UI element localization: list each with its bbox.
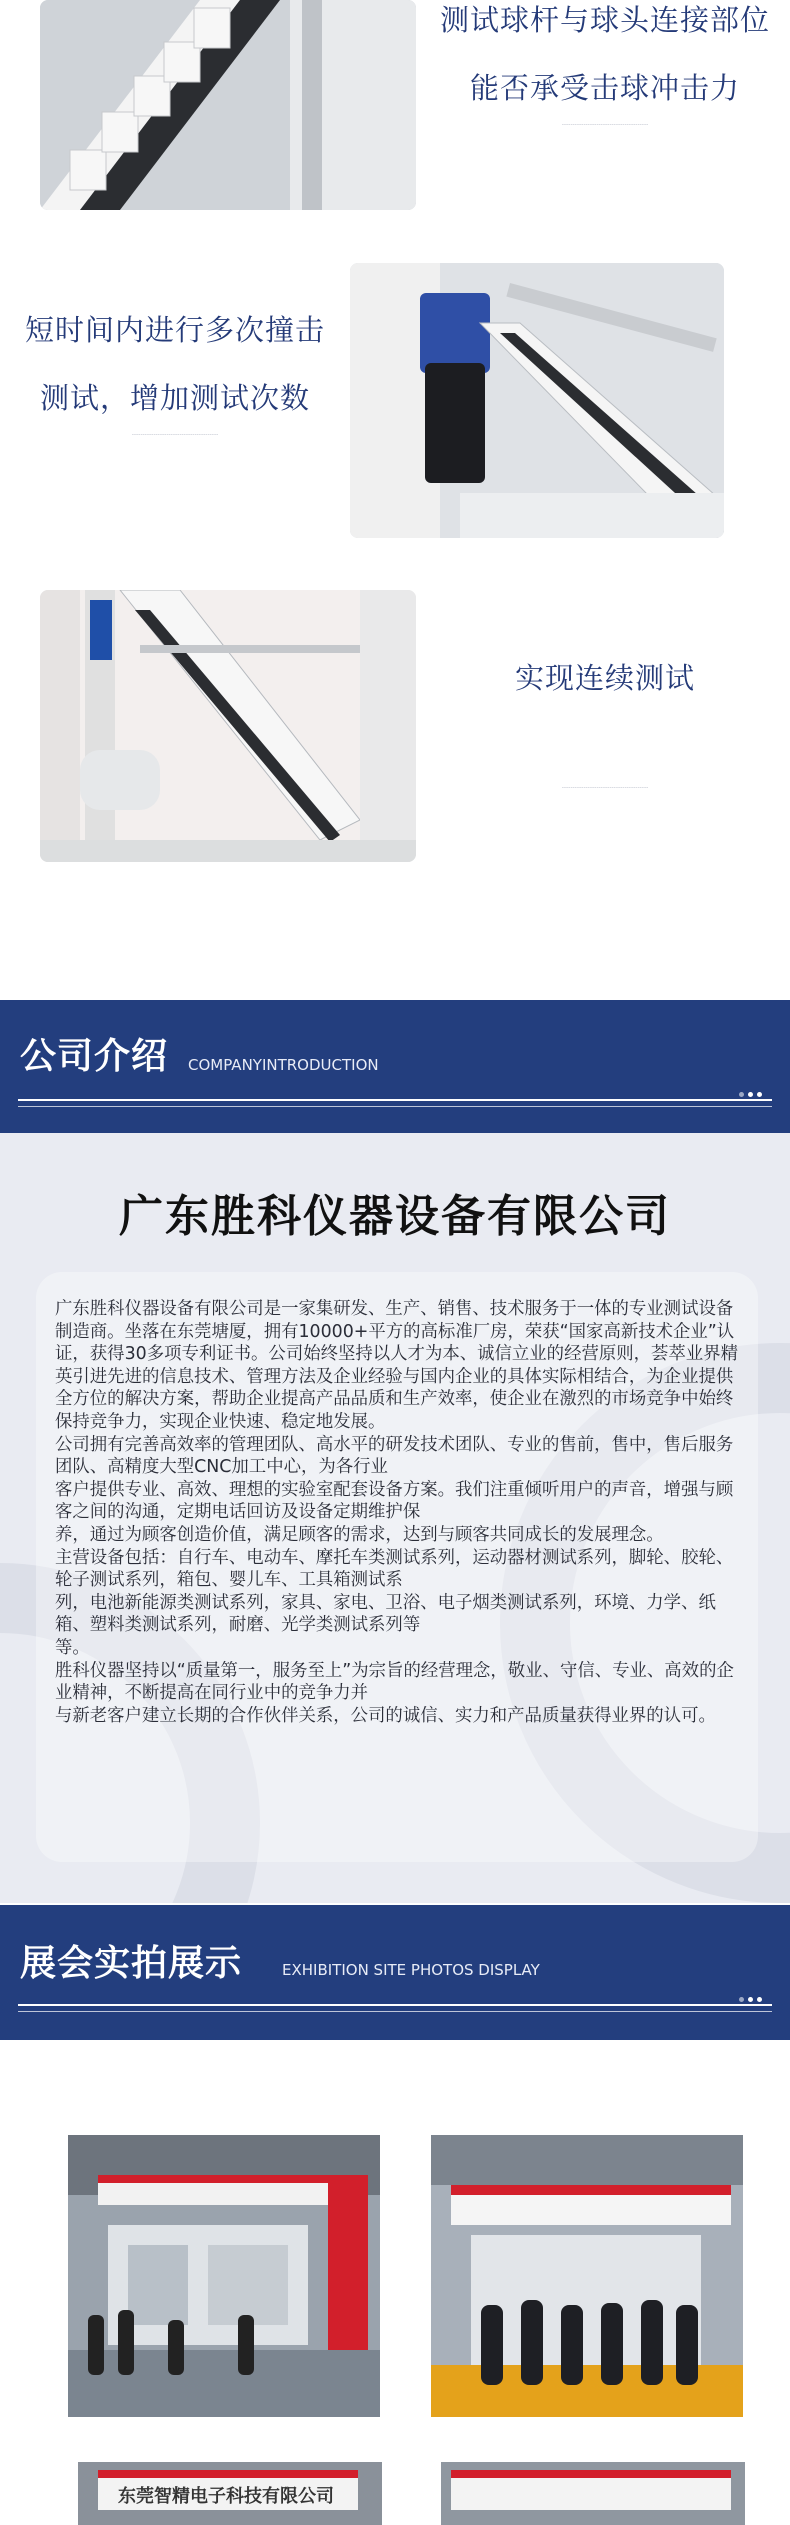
banner-divider: [18, 1106, 772, 1107]
feature-3-line-1: 实现连续测试: [514, 661, 695, 695]
company-paragraph: 与新老客户建立长期的合作伙伴关系，公司的诚信、实力和产品质量获得业界的认可。: [55, 1705, 716, 1726]
feature-2-line-2: 测试，增加测试次数: [39, 381, 310, 415]
about-subtitle: COMPANYINTRODUCTION: [188, 1056, 379, 1074]
company-name: 广东胜科仪器设备有限公司: [119, 1191, 671, 1242]
feature-1-line-1: 测试球杆与球头连接部位: [439, 3, 770, 37]
about-banner: [0, 1000, 790, 1135]
banner-divider: [18, 2004, 772, 2006]
banner-divider: [18, 2011, 772, 2012]
tester-image-1: [40, 0, 416, 210]
banner-dots-icon: [735, 1987, 762, 2006]
company-paragraph: 列，电池新能源类测试系列，家具、家电、卫浴、电子烟类测试系列，环境、力学、纸箱、塑料类测试系列，耐磨、光学类测试系列等: [55, 1592, 716, 1636]
expo-title: 展会实拍展示: [20, 1943, 243, 1984]
tester-image-2: [350, 263, 724, 538]
about-title: 公司介绍: [20, 1036, 169, 1077]
banner-dots-icon: [735, 1082, 762, 1101]
company-paragraph: 主营设备包括：自行车、电动车、摩托车类测试系列，运动器材测试系列，脚轮、胶轮、轮子测试系列，箱包、婴儿车、工具箱测试系: [55, 1547, 734, 1591]
feature-2-line-1: 短时间内进行多次撞击: [24, 313, 325, 347]
feature-1-line-2: 能否承受击球冲击力: [469, 71, 740, 105]
expo-photo-3: [78, 2462, 382, 2525]
company-paragraph: 胜科仪器坚持以“质量第一，服务至上”为宗旨的经营理念，敬业、守信、专业、高效的企业精神，不断提高在同行业中的竞争力并: [55, 1660, 734, 1704]
banner-divider: [18, 1099, 772, 1101]
expo-photo-1: [68, 2135, 380, 2417]
expo-photo-4: [441, 2462, 745, 2525]
company-paragraph: 公司拥有完善高效率的管理团队、高水平的研发技术团队、专业的售前，售中，售后服务团队、高精度大型CNC加工中心，为各行业: [55, 1434, 734, 1478]
feature-text-1: [420, 0, 790, 130]
company-paragraph: 等。: [55, 1637, 90, 1658]
decorative-fine-print: ‑‑‑‑‑‑‑‑‑‑‑‑‑‑‑‑‑‑‑‑‑‑‑‑‑‑‑‑‑‑‑‑‑‑‑‑‑‑‑‑: [561, 784, 649, 791]
expo-subtitle: EXHIBITION SITE PHOTOS DISPLAY: [282, 1961, 540, 1979]
company-paragraph: 养，通过为顾客创造价值，满足顾客的需求，达到与顾客共同成长的发展理念。: [55, 1524, 664, 1545]
expo-banner: [0, 1905, 790, 2040]
feature-text-3: [420, 643, 790, 793]
tester-image-3: [40, 590, 416, 862]
decorative-fine-print: ‑‑‑‑‑‑‑‑‑‑‑‑‑‑‑‑‑‑‑‑‑‑‑‑‑‑‑‑‑‑‑‑‑‑‑‑‑‑‑‑: [131, 431, 219, 438]
company-paragraph: 广东胜科仪器设备有限公司是一家集研发、生产、销售、技术服务于一体的专业测试设备制造商。坐落在东莞塘厦，拥有10000+平方的高标准厂房，荣获“国家高新技术企业”认证，获得30多项专利证书。公司始终坚持以人才为本、诚信立业的经营原则，荟萃业界精英引进先进的信息技术、管理方法及企业经验与国内企业的具体实际相结合，为企业提供全方位的解决方案，帮助企业提高产品品质和生产效率，使企业在激烈的市场竞争中始终保持竞争力，实现企业快速、稳定地发展。: [55, 1299, 738, 1432]
decorative-fine-print: ‑‑‑‑‑‑‑‑‑‑‑‑‑‑‑‑‑‑‑‑‑‑‑‑‑‑‑‑‑‑‑‑‑‑‑‑‑‑‑‑: [561, 121, 649, 128]
company-description: [55, 1298, 738, 1727]
feature-text-2: [0, 310, 350, 440]
expo-sign-text: 东莞智精电子科技有限公司: [118, 2486, 334, 2507]
expo-photo-2: [431, 2135, 743, 2417]
company-paragraph: 客户提供专业、高效、理想的实验室配套设备方案。我们注重倾听用户的声音，增强与顾客之间的沟通，定期电话回访及设备定期维护保: [55, 1479, 734, 1523]
